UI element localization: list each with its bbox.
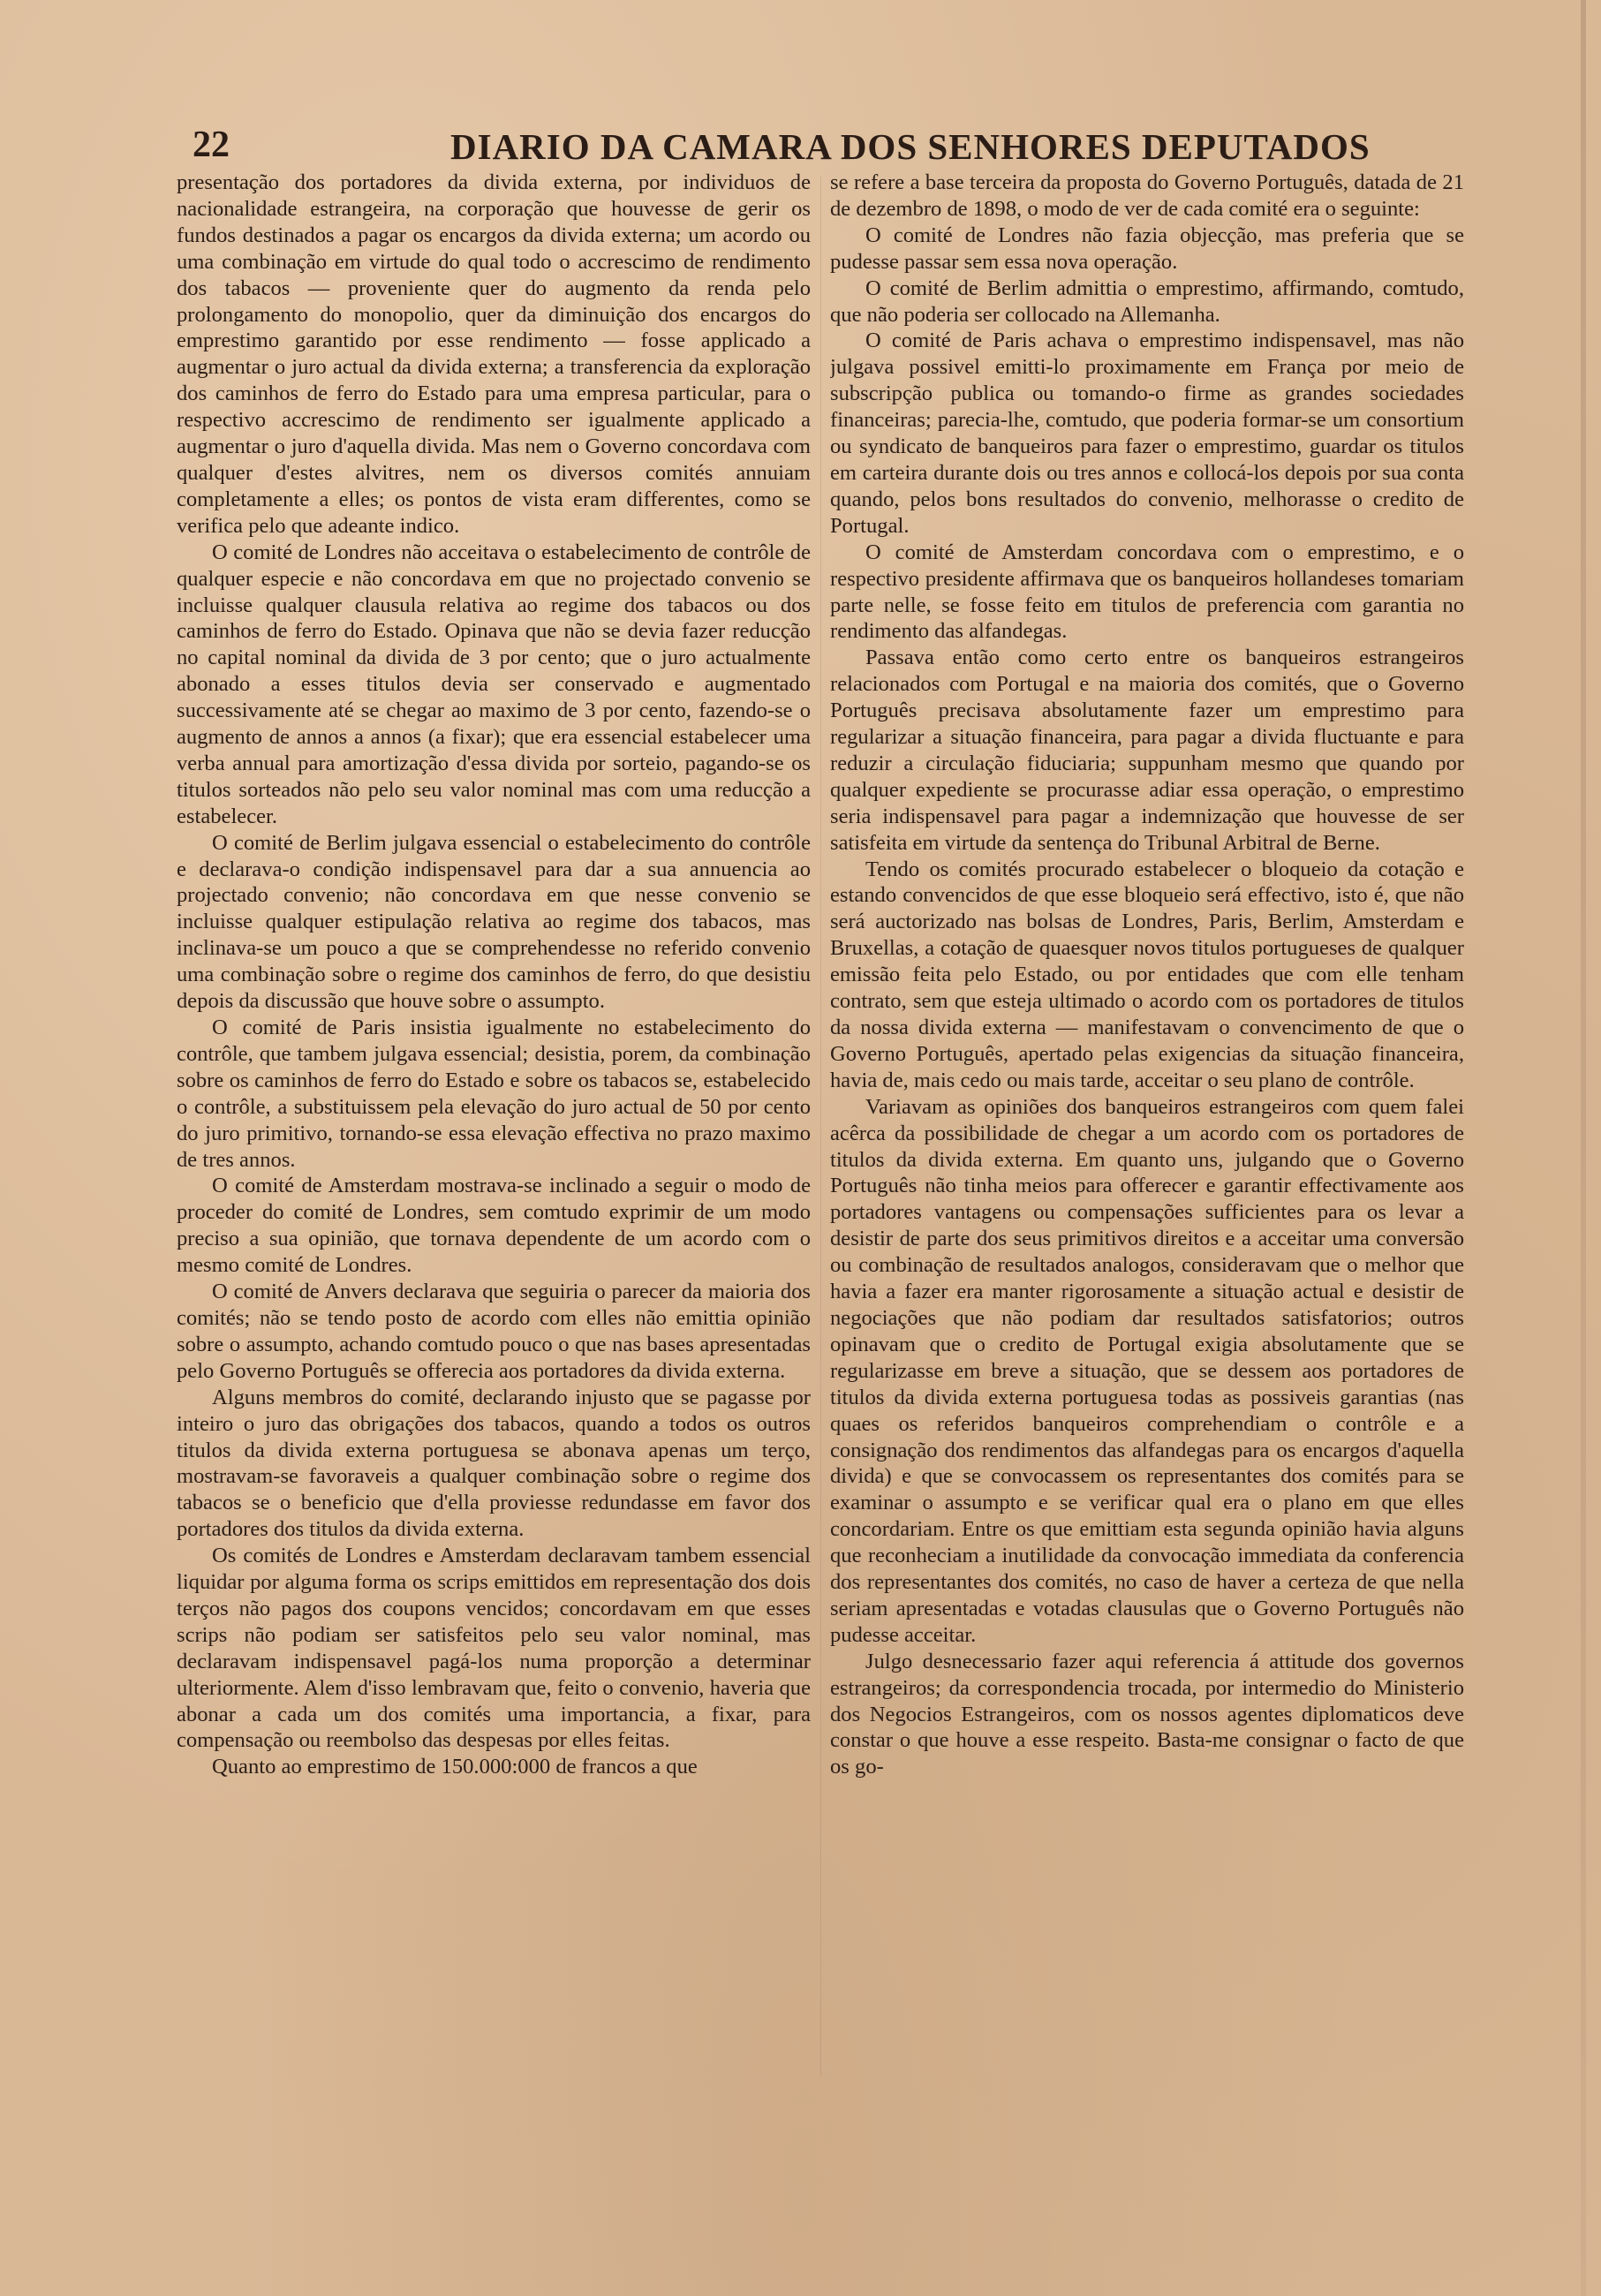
scan-edge-shadow	[1581, 0, 1586, 2296]
paragraph: O comité de Anvers declarava que seguiria o parecer da maioria dos comités; não se tendo posto de acordo com elles não emittia opinião sobre o assumpto, achando comtudo pouco o que nas bases apresentadas pelo Governo Português se offerecia aos portadores da divida externa.	[177, 1280, 811, 1383]
paragraph: Quanto ao emprestimo de 150.000:000 de francos a que	[212, 1755, 698, 1779]
paragraph: Variavam as opiniões dos banqueiros estrangeiros com quem falei acêrca da possibilidade de chegar a um acordo com os portadores de titulos da divida externa. Em quanto uns, julgando que o Governo Português não tinha meios para offerecer e garantir effectivamente aos portadores vantagens ou compensações sufficientes para os levar a desistir de parte dos seus primitivos direitos e a acceitar uma conversão ou combinação de resultados analogos, consideravam que o melhor que havia a fazer era manter rigorosamente a situação actual e desistir de negociações que não podiam dar resultados satisfatorios; outros opinavam que o credito de Portugal exigia absolutamente que se regularizasse em breve a situação, que se dessem aos portadores de titulos da divida externa portuguesa todas as possiveis garantias (nas quaes os referidos banqueiros comprehendiam o contrôle e a consignação dos rendimentos das alfandegas para os encargos d'aquella divida) e que se convocassem os representantes dos comités para se examinar o assumpto e se verificar qual era o plano em que elles concordariam. Entre os que emittiam esta segunda opinião havia alguns que reconheciam a inutilidade da convocação immediata da conferencia dos representantes dos comités, no caso de haver a certeza de que nella seriam apresentadas e votadas clausulas que o Governo Português não pudesse acceitar.	[830, 1094, 1464, 1647]
paragraph: O comité de Amsterdam concordava com o emprestimo, e o respectivo presidente affirmava que os banqueiros hollandeses tomariam parte nelle, se fosse feito em titulos de preferencia com garantia no rendimento das alfandegas.	[830, 540, 1464, 644]
left-column	[177, 170, 811, 2077]
paragraph: Alguns membros do comité, declarando injusto que se pagasse por inteiro o juro das obrigações dos tabacos, quando a todos os outros titulos da divida externa portuguesa se abonava apenas um terço, mostravam-se favoraveis a qualquer combinação sobre o regime dos tabacos se o beneficio que d'ella proviesse redundasse em favor dos portadores dos titulos da divida externa.	[177, 1385, 811, 1542]
paragraph: O comité de Berlim julgava essencial o estabelecimento do contrôle e declarava-o condição indispensavel para dar a sua annuencia ao projectado convenio; não concordava em que nesse convenio se incluisse qualquer estipulação relativa ao regime dos tabacos, mas inclinava-se um pouco a que se comprehendesse no referido convenio uma combinação sobre o regime dos caminhos de ferro, do que desistiu depois da discussão que houve sobre o assumpto.	[177, 830, 811, 1014]
paragraph: O comité de Amsterdam mostrava-se inclinado a seguir o modo de proceder do comité de Londres, sem comtudo exprimir de um modo preciso a sua opinião, que tornava dependente de um acordo com o mesmo comité de Londres.	[177, 1174, 811, 1278]
paragraph: Julgo desnecessario fazer aqui referencia á attitude dos governos estrangeiros; da correspondencia trocada, por intermedio do Ministerio dos Negocios Estrangeiros, com os nossos agentes diplomaticos deve constar o que houve a esse respeito. Basta-me consignar o facto de que os go-	[830, 1649, 1464, 1779]
page-number: 22	[193, 125, 230, 165]
paragraph: O comité de Berlim admittia o emprestimo, affirmando, comtudo, que não poderia ser collocado na Allemanha.	[830, 276, 1464, 327]
running-head-title: DIARIO DA CAMARA DOS SENHORES DEPUTADOS	[450, 126, 1371, 167]
paragraph: presentação dos portadores da divida externa, por individuos de nacionalidade estrangeira, na corporação que houvesse de gerir os fundos destinados a pagar os encargos da divida externa; um acordo ou uma combinação em virtude do qual todo o accrescimo de rendimento dos tabacos — proveniente quer do augmento da renda pelo prolongamento do monopolio, quer da diminuição dos encargos do emprestimo garantido por esse rendimento — fosse applicado a augmentar o juro actual da divida externa; a transferencia da exploração dos caminhos de ferro do Estado para uma empresa particular, para o respectivo accrescimo de rendimento ser igualmente applicado a augmentar o juro d'aquella divida. Mas nem o Governo concordava com qualquer d'estes alvitres, nem os diversos comités annuiam completamente a elles; os pontos de vista eram differentes, como se verifica pelo que adeante indico.	[177, 170, 811, 538]
paragraph: Passava então como certo entre os banqueiros estrangeiros relacionados com Portugal e na maioria dos comités, que o Governo Português precisava absolutamente fazer um emprestimo para regularizar a situação financeira, para pagar a divida fluctuante e para reduzir a circulação fiduciaria; suppunham mesmo que quando por qualquer expediente se procurasse adiar essa operação, o emprestimo seria indispensavel para pagar a indemnização que houvesse de ser satisfeita em virtude da sentença do Tribunal Arbitral de Berne.	[830, 646, 1464, 855]
paragraph: O comité de Paris achava o emprestimo indispensavel, mas não julgava possivel emitti-lo proximamente em França por meio de subscripção publica ou tomando-o firme as grandes sociedades financeiras; parecia-lhe, comtudo, que poderia formar-se um consortium ou syndicato de banqueiros para fazer o emprestimo, guardar os titulos em carteira durante dois ou tres annos e collocá-los depois por sua conta quando, pelos bons resultados do convenio, melhorasse o credito de Portugal.	[830, 329, 1464, 538]
paragraph: O comité de Londres não fazia objecção, mas preferia que se pudesse passar sem essa nova operação.	[830, 223, 1464, 274]
paragraph: Os comités de Londres e Amsterdam declaravam tambem essencial liquidar por alguma forma os scrips emittidos em representação dos dois terços não pagos dos coupons vencidos; concordavam em que esses scrips não podiam ser satisfeitos pelo seu valor nominal, mas declaravam indispensavel pagá-los numa proporção a determinar ulteriormente. Alem d'isso lembravam que, feito o convenio, haveria que abonar a cada um dos comités uma importancia, a fixar, para compensação ou reembolso das despesas por elles feitas.	[177, 1544, 811, 1753]
paragraph: O comité de Paris insistia igualmente no estabelecimento do contrôle, que tambem julgava essencial; desistia, porem, da combinação sobre os caminhos de ferro do Estado e sobre os tabacos se, estabelecido o contrôle, a substituissem pela elevação do juro actual de 50 por cento do juro primitivo, tornando-se essa elevação effectiva no prazo maximo de tres annos.	[177, 1016, 811, 1172]
paragraph: Tendo os comités procurado estabelecer o bloqueio da cotação e estando convencidos de que esse bloqueio será effectivo, isto é, que não será auctorizado nas bolsas de Londres, Paris, Berlim, Amsterdam e Bruxellas, a cotação de quaesquer novos titulos portugueses de qualquer emissão feita pelo Estado, ou por entidades que com elle tenham contrato, sem que esteja ultimado o acordo com os portadores de titulos da nossa divida externa — manifestavam o convencimento de que o Governo Português, apertado pelas exigencias da situação financeira, havia de, mais cedo ou mais tarde, acceitar o seu plano de contrôle.	[830, 857, 1464, 1092]
column-divider	[820, 177, 821, 2075]
right-column	[830, 170, 1464, 2077]
paragraph: O comité de Londres não acceitava o estabelecimento de contrôle de qualquer especie e não concordava em que no projectado convenio se incluisse qualquer clausula relativa ao regime dos tabacos ou dos caminhos de ferro do Estado. Opinava que não se devia fazer reducção no capital nominal da divida de 3 por cento; que o juro actualmente abonado a esses titulos devia ser conservado e augmentado successivamente até se chegar ao maximo de 3 por cento, fazendo-se o augmento de annos a annos (a fixar); que era essencial estabelecer uma verba annual para amortização d'essa divida por sorteio, pagando-se os titulos sorteados não pelo seu valor nominal mas com uma reducção a estabelecer.	[177, 540, 811, 828]
paragraph: se refere a base terceira da proposta do Governo Português, datada de 21 de dezembro de 1898, o modo de ver de cada comité era o seguinte:	[830, 170, 1464, 221]
